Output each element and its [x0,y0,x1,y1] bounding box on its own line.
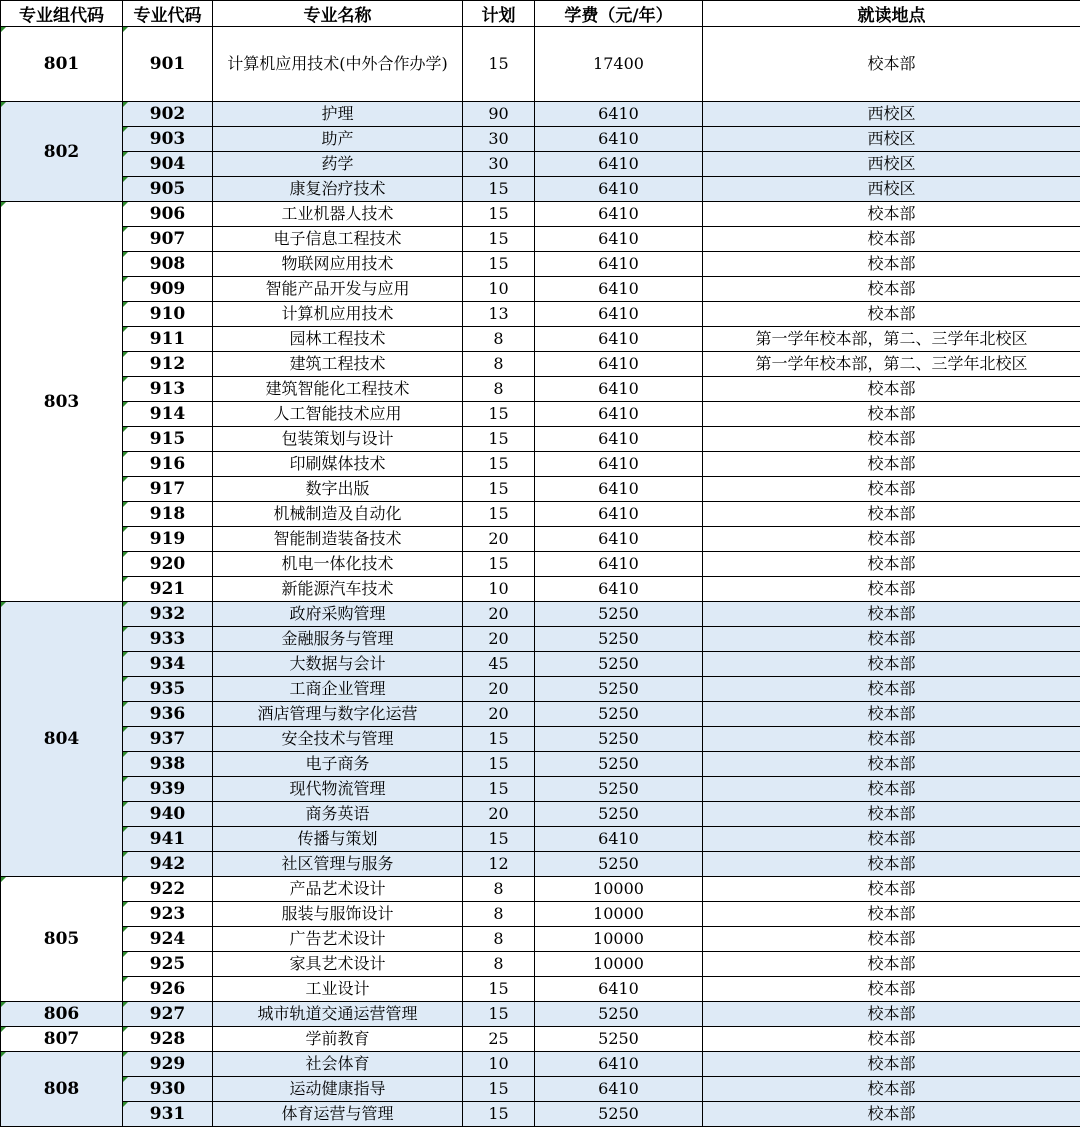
tuition-cell: 5250 [535,1102,703,1127]
table-row [1,1027,1080,1052]
table-row [1,202,1080,227]
location-cell: 校本部 [703,1052,1080,1077]
tuition-cell: 6410 [535,102,703,127]
major-name-cell: 物联网应用技术 [213,252,463,277]
table-row [1,402,1080,427]
plan-cell: 15 [463,752,535,777]
plan-cell: 15 [463,252,535,277]
major-code-cell: 928 [123,1027,213,1052]
major-name-cell: 社区管理与服务 [213,852,463,877]
major-code-cell: 902 [123,102,213,127]
plan-cell: 10 [463,577,535,602]
tuition-cell: 6410 [535,152,703,177]
major-name-cell: 园林工程技术 [213,327,463,352]
tuition-cell: 6410 [535,577,703,602]
location-cell: 校本部 [703,452,1080,477]
table-row [1,702,1080,727]
location-cell: 校本部 [703,202,1080,227]
major-name-cell: 电子信息工程技术 [213,227,463,252]
plan-cell: 15 [463,202,535,227]
plan-cell: 12 [463,852,535,877]
tuition-cell: 6410 [535,252,703,277]
plan-cell: 20 [463,527,535,552]
plan-cell: 15 [463,1102,535,1127]
location-cell: 校本部 [703,1002,1080,1027]
plan-cell: 8 [463,327,535,352]
table-row [1,877,1080,902]
group-code-cell: 806 [1,1002,123,1027]
location-cell: 校本部 [703,227,1080,252]
major-code-cell: 921 [123,577,213,602]
plan-cell: 15 [463,977,535,1002]
table-row [1,752,1080,777]
location-cell: 校本部 [703,277,1080,302]
location-cell: 校本部 [703,402,1080,427]
location-cell: 校本部 [703,727,1080,752]
location-cell: 校本部 [703,27,1080,102]
group-code-cell: 801 [1,27,123,102]
major-code-cell: 917 [123,477,213,502]
table-row [1,777,1080,802]
plan-cell: 15 [463,427,535,452]
location-cell: 西校区 [703,127,1080,152]
location-cell: 校本部 [703,877,1080,902]
major-code-cell: 937 [123,727,213,752]
location-cell: 校本部 [703,627,1080,652]
plan-cell: 30 [463,127,535,152]
major-name-cell: 酒店管理与数字化运营 [213,702,463,727]
tuition-cell: 5250 [535,777,703,802]
table-row [1,27,1080,102]
tuition-cell: 5250 [535,702,703,727]
major-code-cell: 916 [123,452,213,477]
plan-cell: 8 [463,352,535,377]
table-row [1,327,1080,352]
plan-cell: 8 [463,902,535,927]
major-code-cell: 935 [123,677,213,702]
tuition-cell: 6410 [535,527,703,552]
plan-cell: 15 [463,777,535,802]
plan-cell: 90 [463,102,535,127]
major-code-cell: 918 [123,502,213,527]
plan-cell: 15 [463,502,535,527]
major-code-cell: 926 [123,977,213,1002]
location-cell: 校本部 [703,802,1080,827]
major-code-cell: 932 [123,602,213,627]
table-row [1,127,1080,152]
location-cell: 西校区 [703,152,1080,177]
tuition-cell: 5250 [535,627,703,652]
major-name-cell: 学前教育 [213,1027,463,1052]
major-code-cell: 911 [123,327,213,352]
table-row [1,852,1080,877]
table-row [1,377,1080,402]
major-code-cell: 913 [123,377,213,402]
location-cell: 校本部 [703,752,1080,777]
tuition-cell: 5250 [535,727,703,752]
table-row [1,1077,1080,1102]
major-name-cell: 体育运营与管理 [213,1102,463,1127]
major-name-cell: 电子商务 [213,752,463,777]
location-cell: 校本部 [703,902,1080,927]
header-major-code: 专业代码 [123,1,213,27]
plan-cell: 15 [463,402,535,427]
major-code-cell: 904 [123,152,213,177]
location-cell: 校本部 [703,677,1080,702]
tuition-cell: 5250 [535,752,703,777]
major-code-cell: 942 [123,852,213,877]
plan-cell: 15 [463,827,535,852]
table-row [1,727,1080,752]
table-row [1,602,1080,627]
major-name-cell: 计算机应用技术(中外合作办学) [213,27,463,102]
location-cell: 校本部 [703,777,1080,802]
major-name-cell: 工业机器人技术 [213,202,463,227]
tuition-cell: 5250 [535,1027,703,1052]
major-name-cell: 现代物流管理 [213,777,463,802]
table-row [1,227,1080,252]
major-name-cell: 服装与服饰设计 [213,902,463,927]
header-tuition: 学费（元/年） [535,1,703,27]
tuition-cell: 5250 [535,802,703,827]
tuition-cell: 6410 [535,552,703,577]
major-code-cell: 936 [123,702,213,727]
table-row [1,802,1080,827]
location-cell: 校本部 [703,652,1080,677]
major-name-cell: 智能制造装备技术 [213,527,463,552]
location-cell: 校本部 [703,977,1080,1002]
tuition-cell: 6410 [535,977,703,1002]
table-row [1,677,1080,702]
table-row [1,352,1080,377]
tuition-cell: 6410 [535,327,703,352]
location-cell: 校本部 [703,377,1080,402]
major-name-cell: 广告艺术设计 [213,927,463,952]
location-cell: 校本部 [703,302,1080,327]
major-name-cell: 人工智能技术应用 [213,402,463,427]
major-name-cell: 康复治疗技术 [213,177,463,202]
major-code-cell: 915 [123,427,213,452]
tuition-cell: 10000 [535,952,703,977]
tuition-cell: 6410 [535,177,703,202]
major-code-cell: 923 [123,902,213,927]
location-cell: 西校区 [703,177,1080,202]
location-cell: 校本部 [703,1027,1080,1052]
table-row [1,527,1080,552]
major-name-cell: 政府采购管理 [213,602,463,627]
major-code-cell: 920 [123,552,213,577]
major-name-cell: 包装策划与设计 [213,427,463,452]
group-code-cell: 802 [1,102,123,202]
plan-cell: 15 [463,477,535,502]
location-cell: 校本部 [703,527,1080,552]
major-name-cell: 机械制造及自动化 [213,502,463,527]
location-cell: 校本部 [703,477,1080,502]
header-row [1,1,1080,27]
group-code-cell: 807 [1,1027,123,1052]
table-row [1,152,1080,177]
major-code-cell: 914 [123,402,213,427]
plan-cell: 8 [463,952,535,977]
tuition-cell: 10000 [535,902,703,927]
location-cell: 校本部 [703,577,1080,602]
plan-cell: 15 [463,1002,535,1027]
major-name-cell: 机电一体化技术 [213,552,463,577]
tuition-cell: 6410 [535,427,703,452]
major-name-cell: 运动健康指导 [213,1077,463,1102]
major-code-cell: 931 [123,1102,213,1127]
tuition-cell: 5250 [535,852,703,877]
table-row [1,977,1080,1002]
table-row [1,1102,1080,1127]
tuition-cell: 5250 [535,677,703,702]
table-row [1,952,1080,977]
location-cell: 校本部 [703,252,1080,277]
major-code-cell: 933 [123,627,213,652]
major-name-cell: 工商企业管理 [213,677,463,702]
plan-cell: 15 [463,227,535,252]
major-code-cell: 903 [123,127,213,152]
plan-cell: 25 [463,1027,535,1052]
header-plan: 计划 [463,1,535,27]
tuition-cell: 6410 [535,502,703,527]
major-name-cell: 智能产品开发与应用 [213,277,463,302]
table-row [1,627,1080,652]
major-name-cell: 印刷媒体技术 [213,452,463,477]
location-cell: 校本部 [703,927,1080,952]
table-row [1,277,1080,302]
table-row [1,1052,1080,1077]
tuition-cell: 6410 [535,477,703,502]
plan-cell: 15 [463,552,535,577]
location-cell: 校本部 [703,852,1080,877]
major-name-cell: 家具艺术设计 [213,952,463,977]
table-row [1,102,1080,127]
table-row [1,927,1080,952]
tuition-cell: 5250 [535,652,703,677]
location-cell: 校本部 [703,502,1080,527]
major-code-cell: 929 [123,1052,213,1077]
table-row [1,902,1080,927]
plan-cell: 20 [463,702,535,727]
header-location: 就读地点 [703,1,1080,27]
plan-cell: 45 [463,652,535,677]
major-code-cell: 930 [123,1077,213,1102]
major-code-cell: 922 [123,877,213,902]
plan-cell: 30 [463,152,535,177]
plan-cell: 8 [463,927,535,952]
tuition-cell: 6410 [535,227,703,252]
tuition-cell: 5250 [535,602,703,627]
major-name-cell: 建筑智能化工程技术 [213,377,463,402]
tuition-cell: 6410 [535,377,703,402]
group-code-cell: 808 [1,1052,123,1127]
major-code-cell: 939 [123,777,213,802]
major-code-cell: 938 [123,752,213,777]
table-row [1,302,1080,327]
table-header [1,1,1080,27]
table-row [1,652,1080,677]
major-code-cell: 905 [123,177,213,202]
major-name-cell: 安全技术与管理 [213,727,463,752]
plan-cell: 10 [463,277,535,302]
plan-cell: 10 [463,1052,535,1077]
table-row [1,502,1080,527]
major-code-cell: 907 [123,227,213,252]
major-code-cell: 934 [123,652,213,677]
table-row [1,252,1080,277]
tuition-cell: 6410 [535,302,703,327]
major-name-cell: 建筑工程技术 [213,352,463,377]
major-name-cell: 社会体育 [213,1052,463,1077]
table-row [1,452,1080,477]
tuition-cell: 6410 [535,452,703,477]
major-code-cell: 940 [123,802,213,827]
location-cell: 西校区 [703,102,1080,127]
location-cell: 校本部 [703,1102,1080,1127]
plan-cell: 13 [463,302,535,327]
tuition-cell: 17400 [535,27,703,102]
table-row [1,477,1080,502]
location-cell: 校本部 [703,952,1080,977]
table-row [1,1002,1080,1027]
table-row [1,177,1080,202]
major-code-cell: 901 [123,27,213,102]
tuition-cell: 6410 [535,1077,703,1102]
major-name-cell: 商务英语 [213,802,463,827]
major-code-cell: 906 [123,202,213,227]
tuition-cell: 10000 [535,877,703,902]
table-row [1,552,1080,577]
location-cell: 第一学年校本部，第二、三学年北校区 [703,352,1080,377]
plan-cell: 20 [463,802,535,827]
major-name-cell: 产品艺术设计 [213,877,463,902]
table-body [1,27,1080,1127]
major-code-cell: 941 [123,827,213,852]
plan-cell: 20 [463,627,535,652]
location-cell: 第一学年校本部，第二、三学年北校区 [703,327,1080,352]
plan-cell: 15 [463,1077,535,1102]
tuition-cell: 6410 [535,277,703,302]
location-cell: 校本部 [703,602,1080,627]
tuition-cell: 6410 [535,352,703,377]
table-row [1,577,1080,602]
plan-cell: 20 [463,602,535,627]
header-major-name: 专业名称 [213,1,463,27]
group-code-cell: 805 [1,877,123,1002]
major-code-cell: 919 [123,527,213,552]
major-name-cell: 城市轨道交通运营管理 [213,1002,463,1027]
major-name-cell: 工业设计 [213,977,463,1002]
header-group-code: 专业组代码 [1,1,123,27]
plan-cell: 20 [463,677,535,702]
major-code-cell: 910 [123,302,213,327]
major-code-cell: 908 [123,252,213,277]
major-code-cell: 909 [123,277,213,302]
major-name-cell: 新能源汽车技术 [213,577,463,602]
plan-cell: 15 [463,727,535,752]
plan-cell: 15 [463,27,535,102]
group-code-cell: 803 [1,202,123,602]
table-row [1,427,1080,452]
tuition-cell: 6410 [535,402,703,427]
major-code-cell: 924 [123,927,213,952]
plan-cell: 8 [463,377,535,402]
major-name-cell: 金融服务与管理 [213,627,463,652]
tuition-cell: 6410 [535,827,703,852]
tuition-cell: 6410 [535,1052,703,1077]
tuition-cell: 6410 [535,202,703,227]
location-cell: 校本部 [703,427,1080,452]
tuition-cell: 6410 [535,127,703,152]
table-row [1,827,1080,852]
major-name-cell: 数字出版 [213,477,463,502]
major-name-cell: 药学 [213,152,463,177]
plan-cell: 15 [463,177,535,202]
major-name-cell: 护理 [213,102,463,127]
location-cell: 校本部 [703,827,1080,852]
major-name-cell: 助产 [213,127,463,152]
plan-cell: 15 [463,452,535,477]
tuition-cell: 5250 [535,1002,703,1027]
location-cell: 校本部 [703,1077,1080,1102]
plan-cell: 8 [463,877,535,902]
location-cell: 校本部 [703,552,1080,577]
location-cell: 校本部 [703,702,1080,727]
major-name-cell: 传播与策划 [213,827,463,852]
tuition-cell: 10000 [535,927,703,952]
major-name-cell: 计算机应用技术 [213,302,463,327]
group-code-cell: 804 [1,602,123,877]
major-code-cell: 927 [123,1002,213,1027]
major-code-cell: 925 [123,952,213,977]
major-code-cell: 912 [123,352,213,377]
major-name-cell: 大数据与会计 [213,652,463,677]
